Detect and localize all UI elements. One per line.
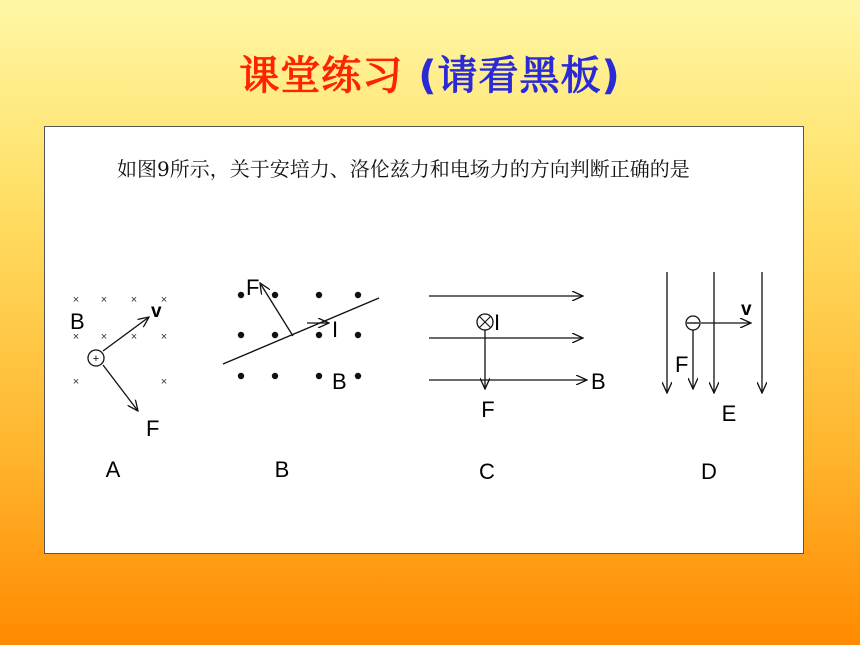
blackboard-panel <box>44 126 804 554</box>
figure-b-force-label: F <box>246 275 260 300</box>
figure-d-force-label: F <box>675 352 689 377</box>
slide-title <box>0 44 860 101</box>
figure-d-velocity-label: v <box>741 299 752 320</box>
figure-b-current-label: I <box>332 317 339 342</box>
figure-b-field-dots <box>238 292 361 379</box>
figure-d <box>667 272 762 484</box>
figure-c-field-label: B <box>591 369 606 394</box>
svg-text:×: × <box>160 331 168 343</box>
svg-text:×: × <box>100 294 108 306</box>
svg-text:×: × <box>72 376 80 388</box>
figure-c-force-label: F <box>481 397 495 422</box>
figure-b-caption: B <box>274 457 290 482</box>
figure-b-field-label: B <box>332 369 347 394</box>
figure-c <box>429 296 606 484</box>
figure-b-wire <box>223 298 379 364</box>
svg-text:×: × <box>130 331 138 343</box>
figure-d-caption: D <box>701 459 717 484</box>
figure-a <box>70 294 167 482</box>
svg-text:×: × <box>72 331 80 343</box>
svg-text:×: × <box>100 331 108 343</box>
question-text: 如图9所示，关于安培力、洛伦兹力和电场力的方向判断正确的是 <box>117 157 690 181</box>
figure-d-field-label: E <box>721 401 737 426</box>
figure-c-caption: C <box>479 459 495 484</box>
svg-text:×: × <box>130 294 138 306</box>
figure-a-force-arrow <box>103 365 138 411</box>
svg-text:×: × <box>72 294 80 306</box>
figure-b <box>223 275 379 482</box>
figure-c-current-label: I <box>494 310 501 335</box>
svg-text:×: × <box>160 294 168 306</box>
figure-a-caption: A <box>105 457 121 482</box>
slide-title-paren: (请看黑板) <box>418 53 621 99</box>
svg-text:×: × <box>160 376 168 388</box>
figure-a-velocity-label: v <box>151 301 162 322</box>
figure-a-field-label: B <box>70 309 85 334</box>
figure-a-force-label: F <box>146 416 160 441</box>
figure-a-charge-sign: + <box>92 353 100 365</box>
slide-title-main: 课堂练习 <box>239 53 404 99</box>
figure-a-velocity-arrow <box>100 317 149 351</box>
physics-figures <box>45 127 803 553</box>
figure-b-force-arrow <box>260 283 293 336</box>
